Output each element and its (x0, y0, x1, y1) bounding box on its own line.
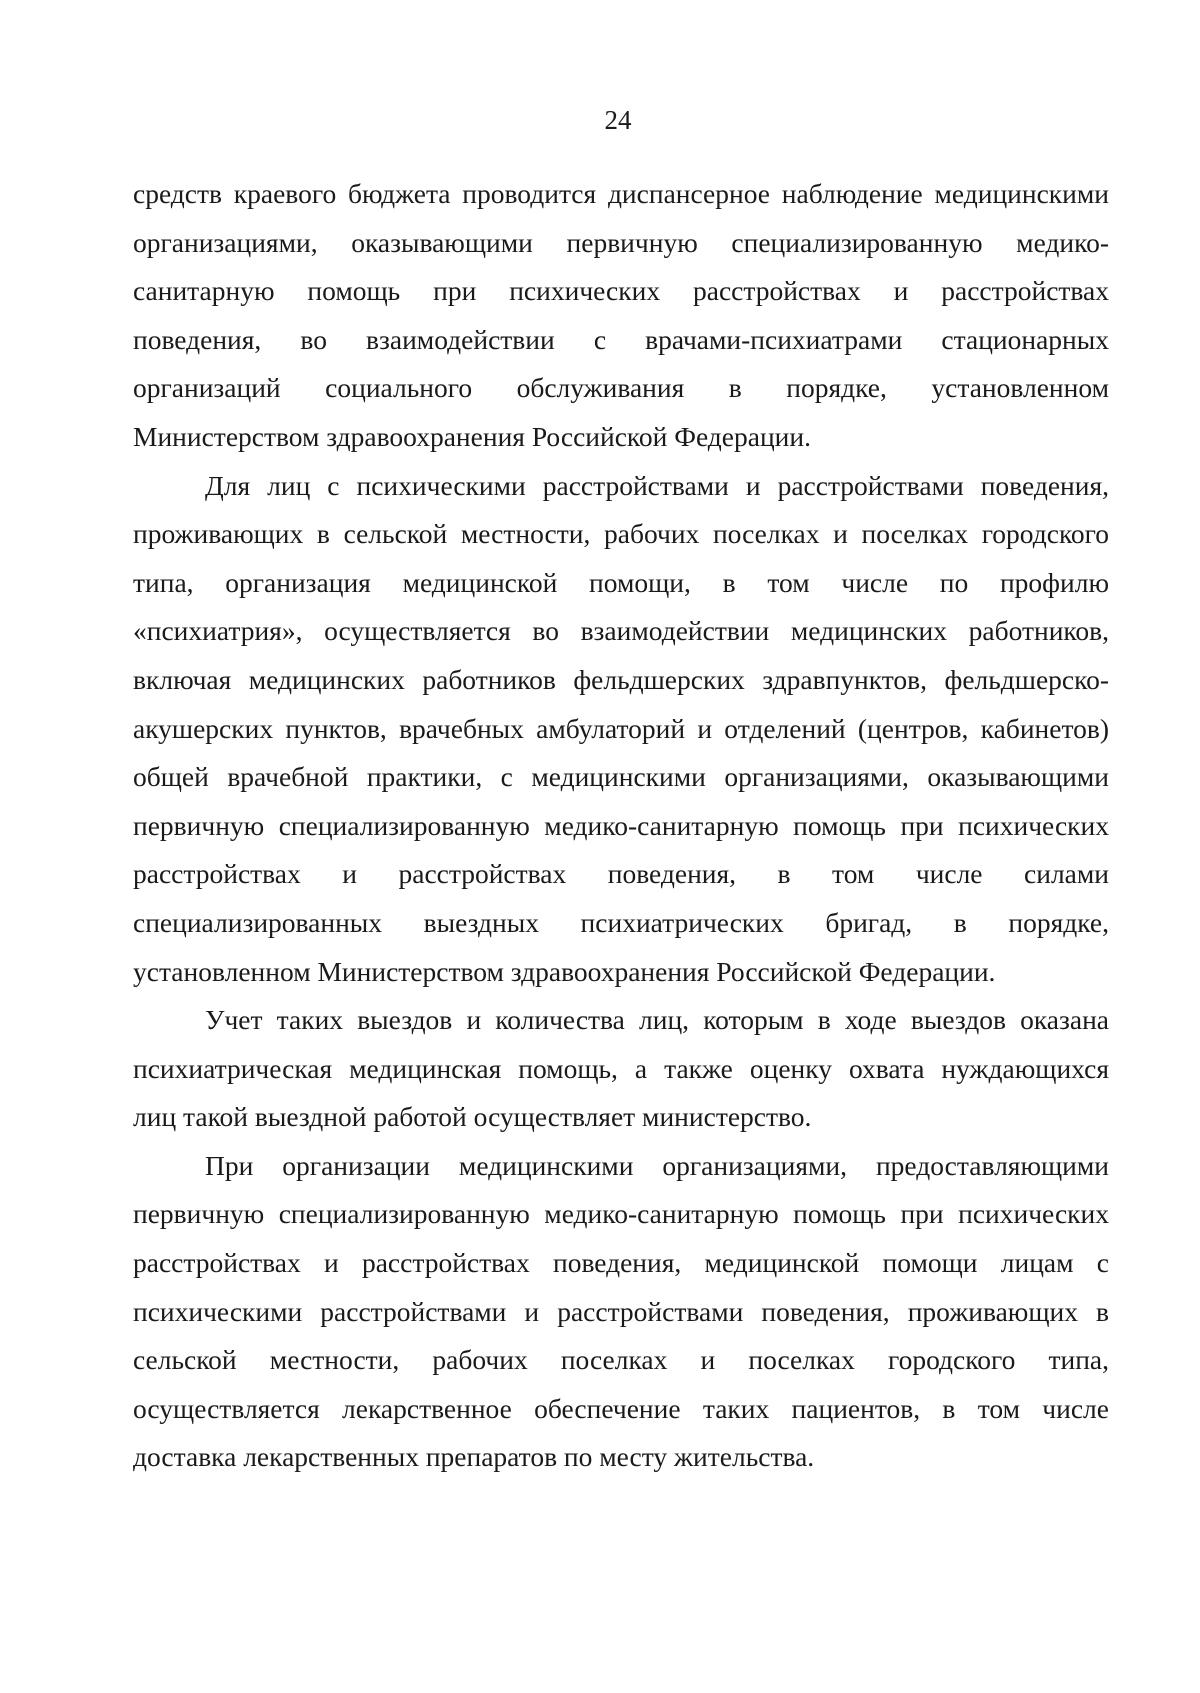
text-line: расстройствах и расстройствах поведения, в том числе силами (133, 858, 1109, 890)
paragraph-3 (133, 996, 1109, 1142)
text-line: расстройствах и расстройствах поведения, медицинской помощи лицам с (133, 1247, 1109, 1279)
text-line: сельской местности, рабочих поселках и поселках городского типа, (133, 1344, 1109, 1376)
text-line: «психиатрия», осуществляется во взаимодействии медицинских работников, (133, 615, 1109, 647)
text-line: Министерством здравоохранения Российской Федерации. (133, 420, 811, 452)
text-line: Учет таких выездов и количества лиц, которым в ходе выездов оказана (205, 1004, 1109, 1036)
text-line: включая медицинских работников фельдшерских здравпунктов, фельдшерско- (133, 663, 1109, 695)
text-line: первичную специализированную медико-санитарную помощь при психических (133, 1198, 1109, 1230)
text-line: санитарную помощь при психических расстройствах и расстройствах (133, 275, 1109, 307)
paragraph-2 (133, 462, 1109, 997)
text-line: психиатрическая медицинская помощь, а также оценку охвата нуждающихся (133, 1052, 1109, 1084)
text-line: организациями, оказывающими первичную специализированную медико- (133, 226, 1109, 258)
text-line: акушерских пунктов, врачебных амбулаторий и отделений (центров, кабинетов) (133, 712, 1109, 744)
text-line: организаций социального обслуживания в порядке, установленном (133, 372, 1109, 404)
text-line: поведения, во взаимодействии с врачами-психиатрами стационарных (133, 323, 1109, 355)
text-line: установленном Министерством здравоохранения Российской Федерации. (133, 955, 996, 987)
text-line: первичную специализированную медико-санитарную помощь при психических (133, 809, 1109, 841)
paragraph-4 (133, 1142, 1109, 1482)
text-line: психическими расстройствами и расстройствами поведения, проживающих в (133, 1295, 1109, 1327)
document-body (133, 170, 1109, 1482)
text-line: средств краевого бюджета проводится диспансерное наблюдение медицинскими (133, 178, 1109, 209)
text-line: Для лиц с психическими расстройствами и расстройствами поведения, (205, 469, 1109, 501)
text-line: специализированных выездных психиатрических бригад, в порядке, (133, 906, 1109, 938)
text-line: лиц такой выездной работой осуществляет министерство. (133, 1101, 812, 1133)
page-number: 24 (604, 105, 632, 135)
text-line: доставка лекарственных препаратов по месту жительства. (133, 1441, 815, 1473)
text-line: проживающих в сельской местности, рабочих поселках и поселках городского (133, 518, 1109, 550)
text-line: осуществляется лекарственное обеспечение таких пациентов, в том числе (133, 1392, 1109, 1424)
text-line: типа, организация медицинской помощи, в том числе по профилю (133, 566, 1109, 598)
text-line: При организации медицинскими организациями, предоставляющими (205, 1149, 1109, 1181)
text-line: общей врачебной практики, с медицинскими организациями, оказывающими (133, 761, 1109, 793)
paragraph-1 (133, 170, 1109, 462)
